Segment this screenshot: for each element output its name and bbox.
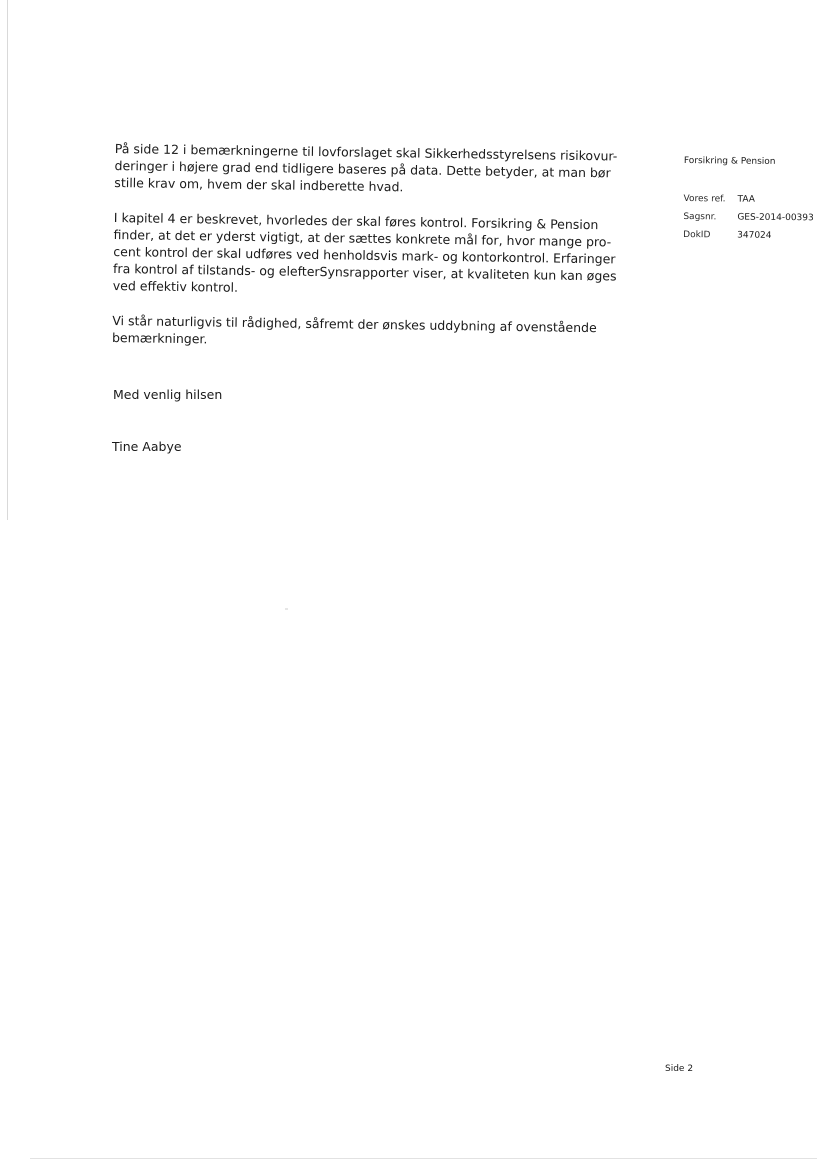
paragraph-control: I kapitel 4 er beskrevet, hvorledes der skal føres kontrol. Forsikring & Pension finder, at det er yderst vigtigt, at der sættes konkrete mål for, hvor mange pro- cent kontrol der skal udføres ved henholdsvis mark- og kontorkontrol. Erfaringer fra kontrol af tilstands- og elefterSynsrapporter viser, at kvaliteten kun kan øges ved effektiv kontrol. (112, 209, 617, 295)
page-number: Side 2 (665, 1064, 694, 1074)
reference-row (683, 208, 823, 227)
reference-sidebar (683, 156, 824, 245)
reference-row (683, 190, 823, 209)
scan-speck (285, 608, 288, 610)
reference-value: 347024 (737, 230, 772, 241)
reference-value: GES-2014-00393 (737, 212, 814, 224)
reference-label: Sagsnr. (683, 211, 717, 223)
letter-body (112, 140, 635, 372)
reference-row (683, 226, 823, 245)
signatory-name: Tine Aabye (112, 439, 182, 454)
reference-label: DokID (683, 229, 711, 241)
paragraph-risk-assessment: På side 12 i bemærkningerne til lovforslaget skal Sikkerhedsstyrelsens risikovur- deringer i højere grad end tidligere baseres på data. Dette betyder, at man bør stille krav om, hvem der skal indberette hvad. (114, 140, 618, 195)
scan-bottom-edge (30, 1158, 817, 1159)
paragraph-availability: Vi står naturligvis til rådighed, såfremt der ønskes uddybning af ovenstående bemærkninger. (111, 312, 597, 347)
closing-greeting: Med venlig hilsen (113, 387, 223, 402)
organization-name: Forsikring & Pension (683, 156, 776, 167)
reference-value: TAA (737, 194, 755, 205)
scan-page-edge (7, 0, 8, 520)
reference-label: Vores ref. (683, 193, 726, 205)
